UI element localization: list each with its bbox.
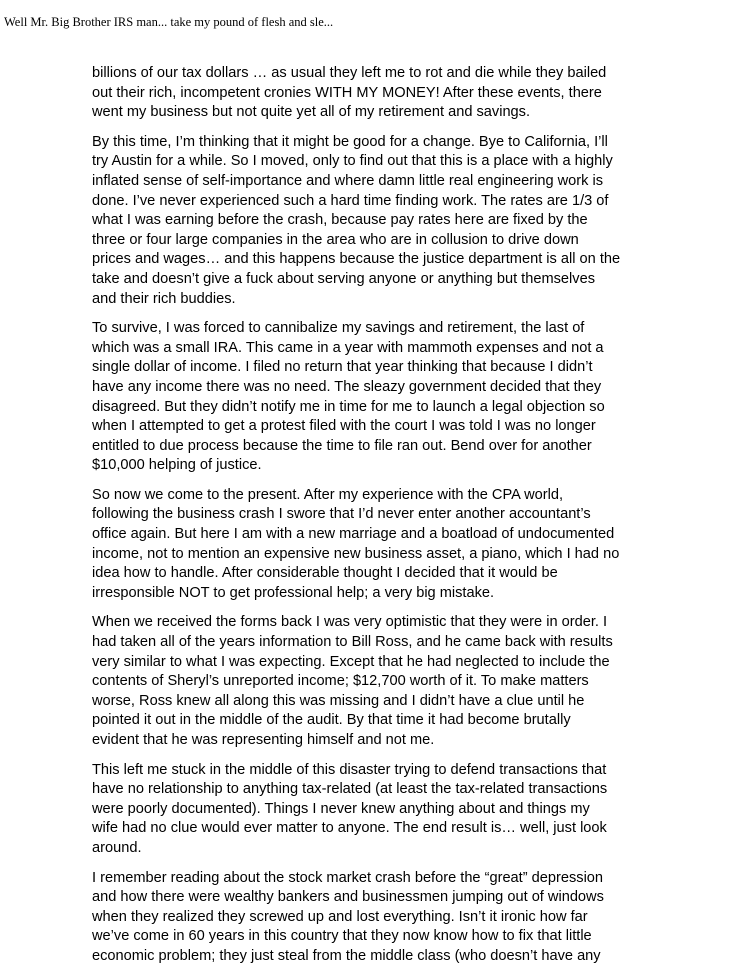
paragraph-1 xyxy=(92,64,662,123)
paragraph-7 xyxy=(92,869,662,967)
text-line: prices and wages… and this happens because the justice department is all on the xyxy=(92,251,621,268)
text-line: when they realized they screwed up and lost everything. Isn’t it ironic how far xyxy=(92,908,588,925)
text-line: idea how to handle. After considerable thought I decided that it would be xyxy=(92,565,558,582)
text-line: three or four large companies in the area who are in collusion to drive down xyxy=(92,231,579,248)
text-line: This left me stuck in the middle of this disaster trying to defend transactions that xyxy=(92,761,607,778)
text-line: evident that he was representing himself and not me. xyxy=(92,732,435,748)
paragraph-5 xyxy=(92,613,662,750)
text-line: which was a small IRA. This came in a year with mammoth expenses and not a xyxy=(92,339,604,356)
text-line: office again. But here I am with a new marriage and a boatload of undocumented xyxy=(92,526,615,543)
text-line: By this time, I’m thinking that it might be good for a change. Bye to California, I’ll xyxy=(92,133,608,150)
text-line: done. I’ve never experienced such a hard time finding work. The rates are 1/3 of xyxy=(92,192,609,209)
paragraph-4 xyxy=(92,486,662,604)
text-line: take and doesn’t give a fuck about serving anyone or anything but themselves xyxy=(92,270,595,287)
text-line: out their rich, incompetent cronies WITH MY MONEY! After these events, there xyxy=(92,84,602,101)
document-body xyxy=(92,64,662,977)
text-line: $10,000 helping of justice. xyxy=(92,457,262,474)
text-line: we’ve come in 60 years in this country that they now know how to fix that little xyxy=(92,928,592,945)
text-line: income, not to mention an expensive new business asset, a piano, which I had no xyxy=(92,545,620,562)
text-line: contents of Sheryl’s unreported income; $12,700 worth of it. To make matters xyxy=(92,673,589,690)
text-line: economic problem; they just steal from the middle class (who doesn’t have any xyxy=(92,947,601,964)
text-line: disagreed. But they didn’t notify me in time for me to launch a legal objection so xyxy=(92,398,605,415)
text-line: following the business crash I swore that I’d never enter another accountant’s xyxy=(92,506,591,523)
text-line: around. xyxy=(92,839,142,856)
text-line: entitled to due process because the time to file ran out. Bend over for another xyxy=(92,437,592,454)
text-line: billions of our tax dollars … as usual they left me to rot and die while they bailed xyxy=(92,65,607,81)
text-line: went my business but not quite yet all of my retirement and savings. xyxy=(92,104,531,121)
text-line: single dollar of income. I filed no return that year thinking that because I didn’t xyxy=(92,359,593,376)
text-line: try Austin for a while. So I moved, only to find out that this is a place with a highly xyxy=(92,153,613,170)
text-line: have any income there was no need. The sleazy government decided that they xyxy=(92,378,602,395)
text-line: what I was earning before the crash, because pay rates here are fixed by the xyxy=(92,212,588,229)
text-line: inflated sense of self-importance and where damn little real engineering work is xyxy=(92,172,604,189)
paragraph-3 xyxy=(92,319,662,476)
text-line: wife had no clue would ever matter to anyone. The end result is… well, just look xyxy=(92,820,607,837)
text-line: When we received the forms back I was very optimistic that they were in order. I xyxy=(92,614,608,631)
text-line: have no relationship to anything tax-related (at least the tax-related transactions xyxy=(92,781,608,798)
text-line: and how there were wealthy bankers and businessmen jumping out of windows xyxy=(92,889,604,906)
text-line: pointed it out in the middle of the audit. By that time it had become brutally xyxy=(92,712,571,729)
text-line: and their rich buddies. xyxy=(92,290,236,307)
paragraph-2 xyxy=(92,133,662,309)
text-line: worse, Ross knew all along this was missing and I didn’t have a clue until he xyxy=(92,692,585,709)
text-line: I remember reading about the stock market crash before the “great” depression xyxy=(92,869,604,886)
text-line: So now we come to the present. After my experience with the CPA world, xyxy=(92,486,564,503)
text-line: had taken all of the years information to Bill Ross, and he came back with results xyxy=(92,634,613,651)
page-header-title: Well Mr. Big Brother IRS man... take my pound of flesh and sle... xyxy=(4,15,334,29)
text-line: very similar to what I was expecting. Except that he had neglected to include the xyxy=(92,653,610,670)
paragraph-6 xyxy=(92,761,662,859)
text-line: were poorly documented). Things I never knew anything about and things my xyxy=(92,800,590,817)
text-line: irresponsible NOT to get professional help; a very big mistake. xyxy=(92,584,495,601)
text-line: To survive, I was forced to cannibalize my savings and retirement, the last of xyxy=(92,320,585,337)
text-line: when I attempted to get a protest filed with the court I was told I was no longer xyxy=(92,418,596,435)
